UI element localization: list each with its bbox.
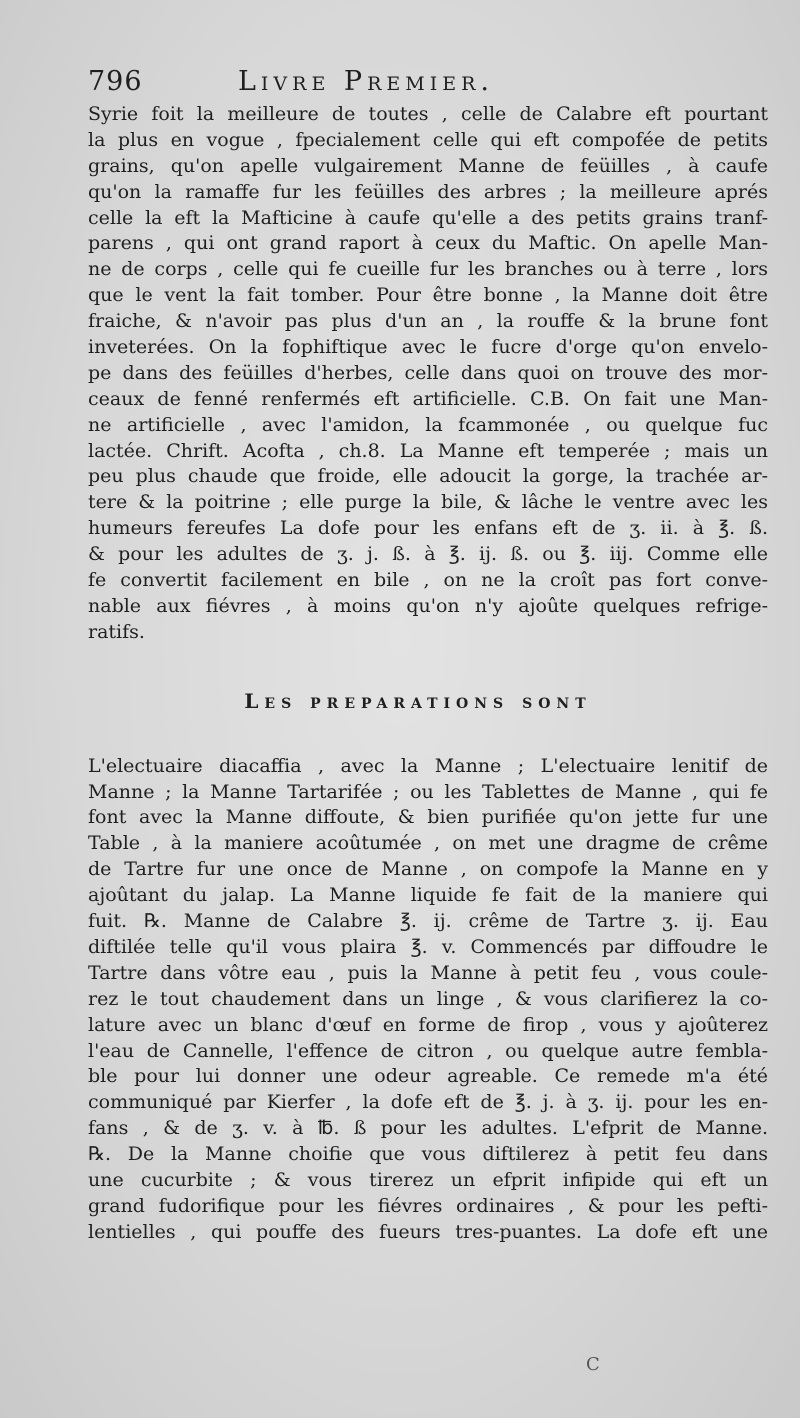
text-line: grand fudorifique pour les fiévres ordinaires , & pour les pefti- [88,1194,768,1217]
text-line: lentielles , qui pouffe des fueurs tres-puantes. La dofe eft une [88,1220,768,1243]
text-line: la plus en vogue , fpecialement celle qui eft compofée de petits [88,128,768,151]
text-line: parens , qui ont grand raport à ceux du Maftic. On apelle Man- [88,232,768,255]
text-line: L'electuaire diacaffia , avec la Manne ; L'electuaire lenitif de [88,754,768,777]
running-head [88,66,768,102]
text-line: grains, qu'on apelle vulgairement Manne de feüilles , à caufe [88,154,768,177]
paragraph-1 [88,102,768,646]
text-line: fans , & de ʒ. v. à ℔. ß pour les adultes. L'efprit de Manne. [88,1117,768,1140]
text-line: rez le tout chaudement dans un linge , & vous clarifierez la co- [88,987,768,1010]
text-line: inveterées. On la fophiftique avec le fucre d'orge qu'on envelo- [88,336,768,359]
text-line: diftilée telle qu'il vous plaira ℥. v. Commencés par diffoudre le [88,935,768,958]
text-line: ble pour lui donner une odeur agreable. Ce remede m'a été [88,1065,768,1088]
text-line: tere & la poitrine ; elle purge la bile, & lâche le ventre avec les [88,491,768,514]
text-line: nable aux fiévres , à moins qu'on n'y ajoûte quelques refrige- [88,594,768,617]
text-line: de Tartre fur une once de Manne , on compofe la Manne en y [88,858,768,881]
text-line: ceaux de fenné renfermés eft artificielle. C.B. On fait une Man- [88,387,768,410]
text-line: lature avec un blanc d'œuf en forme de firop , vous y ajoûterez [88,1013,768,1036]
text-line: qu'on la ramaffe fur les feüilles des arbres ; la meilleure aprés [88,180,768,203]
text-line: Manne ; la Manne Tartarifée ; ou les Tablettes de Manne , qui fe [88,780,768,803]
text-line: font avec la Manne diffoute, & bien purifiée qu'on jette fur une [88,806,768,829]
page-number: 796 [88,66,143,97]
text-line: que le vent la fait tomber. Pour être bonne , la Manne doit être [88,284,768,307]
text-line: & pour les adultes de ʒ. j. ß. à ℥. ij. ß. ou ℥. iij. Comme elle [88,543,768,566]
text-line: ne de corps , celle qui fe cueille fur les branches ou à terre , lors [88,258,768,281]
text-line: lactée. Chrift. Acofta , ch.8. La Manne eft temperée ; mais un [88,439,768,462]
text-line: Tartre dans vôtre eau , puis la Manne à petit feu , vous coule- [88,961,768,984]
text-line: fe convertit facilement en bile , on ne la croît pas fort conve- [88,569,768,592]
text-line: fuit. ℞. Manne de Calabre ℥. ij. crême de Tartre ʒ. ij. Eau [88,910,768,933]
text-line: ne artificielle , avec l'amidon, la fcammonée , ou quelque fuc [88,413,768,436]
text-line: Syrie foit la meilleure de toutes , celle de Calabre eft pourtant [88,103,768,125]
running-title: Livre Premier. [238,66,494,97]
text-line: celle la eft la Mafticine à caufe qu'elle a des petits grains tranf- [88,206,768,229]
text-block [88,66,768,1246]
text-line: humeurs fereufes La dofe pour les enfans eft de ʒ. ii. à ℥. ß. [88,517,768,540]
paragraph-2 [88,754,768,1246]
text-line: une cucurbite ; & vous tirerez un efprit infipide qui eft un [88,1168,768,1191]
text-line: pe dans des feüilles d'herbes, celle dans quoi on trouve des mor- [88,361,768,384]
text-line: Table , à la maniere acoûtumée , on met une dragme de crême [88,832,768,855]
text-line: fraiche, & n'avoir pas plus d'un an , la rouffe & la brune font [88,310,768,333]
catchword: C [586,1354,600,1375]
text-line: l'eau de Cannelle, l'effence de citron , ou quelque autre fembla- [88,1039,768,1062]
section-heading: Les preparations sont [244,688,592,713]
text-line: communiqué par Kierfer , la dofe eft de ℥. j. à ʒ. ij. pour les en- [88,1091,768,1114]
text-line: ajoûtant du jalap. La Manne liquide fe fait de la maniere qui [88,884,768,907]
text-line: ratifs. [88,620,145,643]
text-line: peu plus chaude que froide, elle adoucit la gorge, la trachée ar- [88,465,768,488]
text-line: ℞. De la Manne choifie que vous diftilerez à petit feu dans [88,1143,768,1166]
